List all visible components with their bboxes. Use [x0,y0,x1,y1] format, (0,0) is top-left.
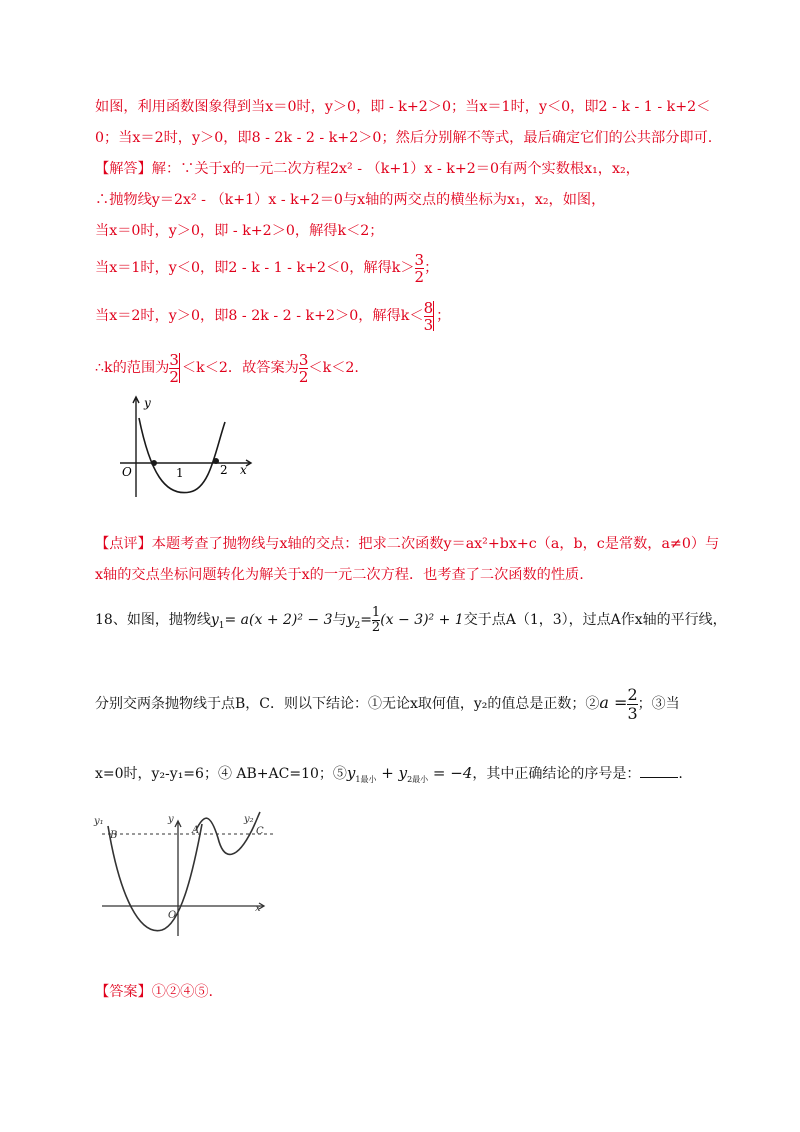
tick-label-2: 2 [220,463,228,477]
parabola-curve [139,418,225,493]
x-axis-label: x [255,903,261,914]
solution-line-6: ∴k的范围为 $\frac{3}{2}$ ＜k＜2．故答案为 $\frac{3}{2}$ ＜k＜2. [95,350,359,386]
point-B-label: B [110,830,118,841]
problem-18-line-2: 分别交两条抛物线于点B，C．则以下结论：①无论x取何值，y₂的值总是正数；②a = $\frac{2}{3}$ ；③当 [95,684,680,723]
y2-label: y₂ [244,814,254,825]
origin-label: O [168,910,177,921]
root-point-2 [213,458,219,464]
solution-line-5: 当x＝2时，y＞0，即8 - 2k - 2 - k+2＞0，解得k＜ $\frac{8}{3}$ ； [95,298,451,334]
fraction-one-half: $\frac{1}{2}$ [371,604,381,635]
answer-line [95,980,213,1005]
solution-line-4: 当x＝1时，y＜0，即2 - k - 1 - k+2＜0，解得k＞ $\frac{3}{2}$ ； [95,250,439,286]
y-axis-label: y [144,396,151,410]
solution-text-5: 当x＝2时，y＞0，即8 - 2k - 2 - k+2＞0，解得k＜ [95,308,424,324]
point-A-label: A [192,825,200,836]
analysis-line-2: 0；当x＝2时，y＞0，即8 - 2k - 2 - k+2＞0；然后分别解不等式，最后确定它们的公共部分即可. [95,130,713,146]
x-axis-label: x [240,463,247,477]
comment-line-1: 【点评】本题考查了抛物线与x轴的交点：把求二次函数y＝ax²+bx+c（a，b，c是常数，a≠0）与 [95,536,720,552]
solution-line-3: 当x＝0时，y＞0，即 - k+2＞0，解得k＜2； [95,223,384,239]
solution-text-1: 解：∵关于x的一元二次方程2x² - （k+1）x - k+2＝0有两个实数根x₁，x₂， [151,161,640,177]
figure-two-parabolas [92,808,282,940]
solution-line-2: ∴抛物线y＝2x² - （k+1）x - k+2＝0与x轴的两交点的横坐标为x₁，x₂，如图， [95,192,606,208]
figure-parabola-1 [110,392,260,502]
solution-tag: 【解答】 [95,161,152,177]
point-C-label: C [256,826,264,837]
analysis-line-1: 如图，利用函数图象得到当x＝0时，y＞0，即 - k+2＞0；当x＝1时，y＜0，即2 - k - 1 - k+2＜ [95,99,711,115]
fraction-two-thirds: $\frac{2}{3}$ [627,684,638,723]
y-axis-label: y [168,814,174,825]
tick-label-1: 1 [176,466,184,480]
origin-label: O [122,465,132,479]
root-point-1 [151,460,157,466]
answer-blank[interactable] [640,763,678,778]
comment-tag: 【点评】 [95,536,152,552]
problem-18-line-3: x=0时，y₂-y₁=6；④ AB+AC=10；$⑤y_{1最小} + y_{2最小} = -4$，其中正确结论的序号是： . [95,764,683,784]
solution-line-1 [95,157,640,182]
solution-text-4: 当x＝1时，y＜0，即2 - k - 1 - k+2＜0，解得k＞ [95,260,415,276]
problem-18-line-1: 18、如图，抛物线$y_1= a(x + 2)^2 - 3$与$y_2=$ $\frac{1}{2}$ (x − 3)² + 1交于点A（1，3），过点A作x轴的平行线， [95,604,727,635]
parabola-y1 [108,824,202,931]
fraction-three-halves-2: $\frac{3}{2}$ [169,350,179,386]
fraction-three-halves: $\frac{3}{2}$ [414,250,425,286]
comment-line-2: x轴的交点坐标问题转化为解关于x的一元二次方程．也考查了二次函数的性质. [95,567,584,583]
y1-label: y₁ [94,816,104,827]
fraction-eight-thirds: $\frac{8}{3}$ [423,298,434,334]
fraction-three-halves-3: $\frac{3}{2}$ [298,350,309,386]
answer-tag: 【答案】 [95,984,152,1000]
answer-value: ①②④⑤. [151,984,214,1000]
